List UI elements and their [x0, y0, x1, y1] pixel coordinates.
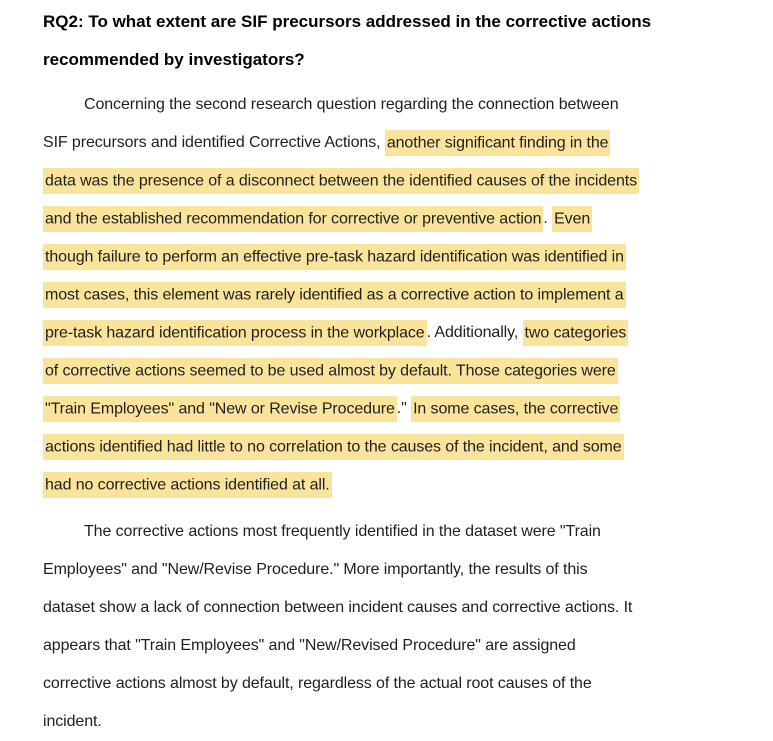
highlighted-text-segment: had no corrective actions identified at all.	[43, 472, 332, 498]
highlighted-text-segment: and the established recommendation for corrective or preventive action	[43, 206, 543, 232]
text-line	[43, 124, 735, 162]
text-line	[43, 86, 735, 124]
text-segment: recommended by investigators?	[43, 50, 305, 69]
text-segment: .	[543, 210, 553, 227]
highlighted-text-segment: data was the presence of a disconnect between the identified causes of the incidents	[43, 168, 639, 194]
text-line	[43, 665, 735, 703]
text-line	[43, 703, 735, 741]
text-segment: ."	[396, 400, 412, 417]
text-segment: . Additionally,	[426, 324, 523, 341]
text-line	[43, 428, 735, 466]
text-line	[43, 390, 735, 428]
highlighted-text-segment: In some cases, the corrective	[411, 396, 620, 422]
text-line	[43, 513, 735, 551]
text-line	[43, 551, 735, 589]
text-segment: incident.	[43, 713, 102, 730]
highlighted-text-segment: two categories	[523, 320, 629, 346]
text-segment: dataset show a lack of connection between incident causes and corrective actions. It	[43, 599, 633, 616]
document-content	[43, 3, 735, 741]
heading-line	[43, 3, 735, 41]
text-line	[43, 238, 735, 276]
text-segment: SIF precursors and identified Corrective Actions,	[43, 134, 385, 151]
text-line	[43, 162, 735, 200]
text-line	[43, 589, 735, 627]
text-line	[43, 314, 735, 352]
text-segment: The corrective actions most frequently identified in the dataset were "Train	[84, 523, 601, 540]
highlighted-text-segment: though failure to perform an effective pre-task hazard identification was identified in	[43, 244, 626, 270]
highlighted-text-segment: actions identified had little to no correlation to the causes of the incident, and some	[43, 434, 624, 460]
text-line	[43, 352, 735, 390]
text-line	[43, 627, 735, 665]
text-line	[43, 466, 735, 504]
highlighted-text-segment: Even	[552, 206, 592, 232]
highlighted-text-segment: pre-task hazard identification process in the workplace	[43, 320, 427, 346]
highlighted-text-segment: another significant finding in the	[385, 130, 611, 156]
text-line	[43, 276, 735, 314]
heading-line	[43, 41, 735, 79]
text-segment: Concerning the second research question regarding the connection between	[84, 96, 619, 113]
text-line	[43, 200, 735, 238]
text-segment: RQ2: To what extent are SIF precursors addressed in the corrective actions	[43, 12, 652, 31]
highlighted-text-segment: of corrective actions seemed to be used almost by default. Those categories were	[43, 358, 618, 384]
text-segment: Employees" and "New/Revise Procedure." More importantly, the results of this	[43, 561, 588, 578]
text-segment: corrective actions almost by default, regardless of the actual root causes of the	[43, 675, 592, 692]
highlighted-text-segment: "Train Employees" and "New or Revise Procedure	[43, 396, 397, 422]
text-segment: appears that "Train Employees" and "New/Revised Procedure" are assigned	[43, 637, 576, 654]
highlighted-text-segment: most cases, this element was rarely identified as a corrective action to implement a	[43, 282, 626, 308]
